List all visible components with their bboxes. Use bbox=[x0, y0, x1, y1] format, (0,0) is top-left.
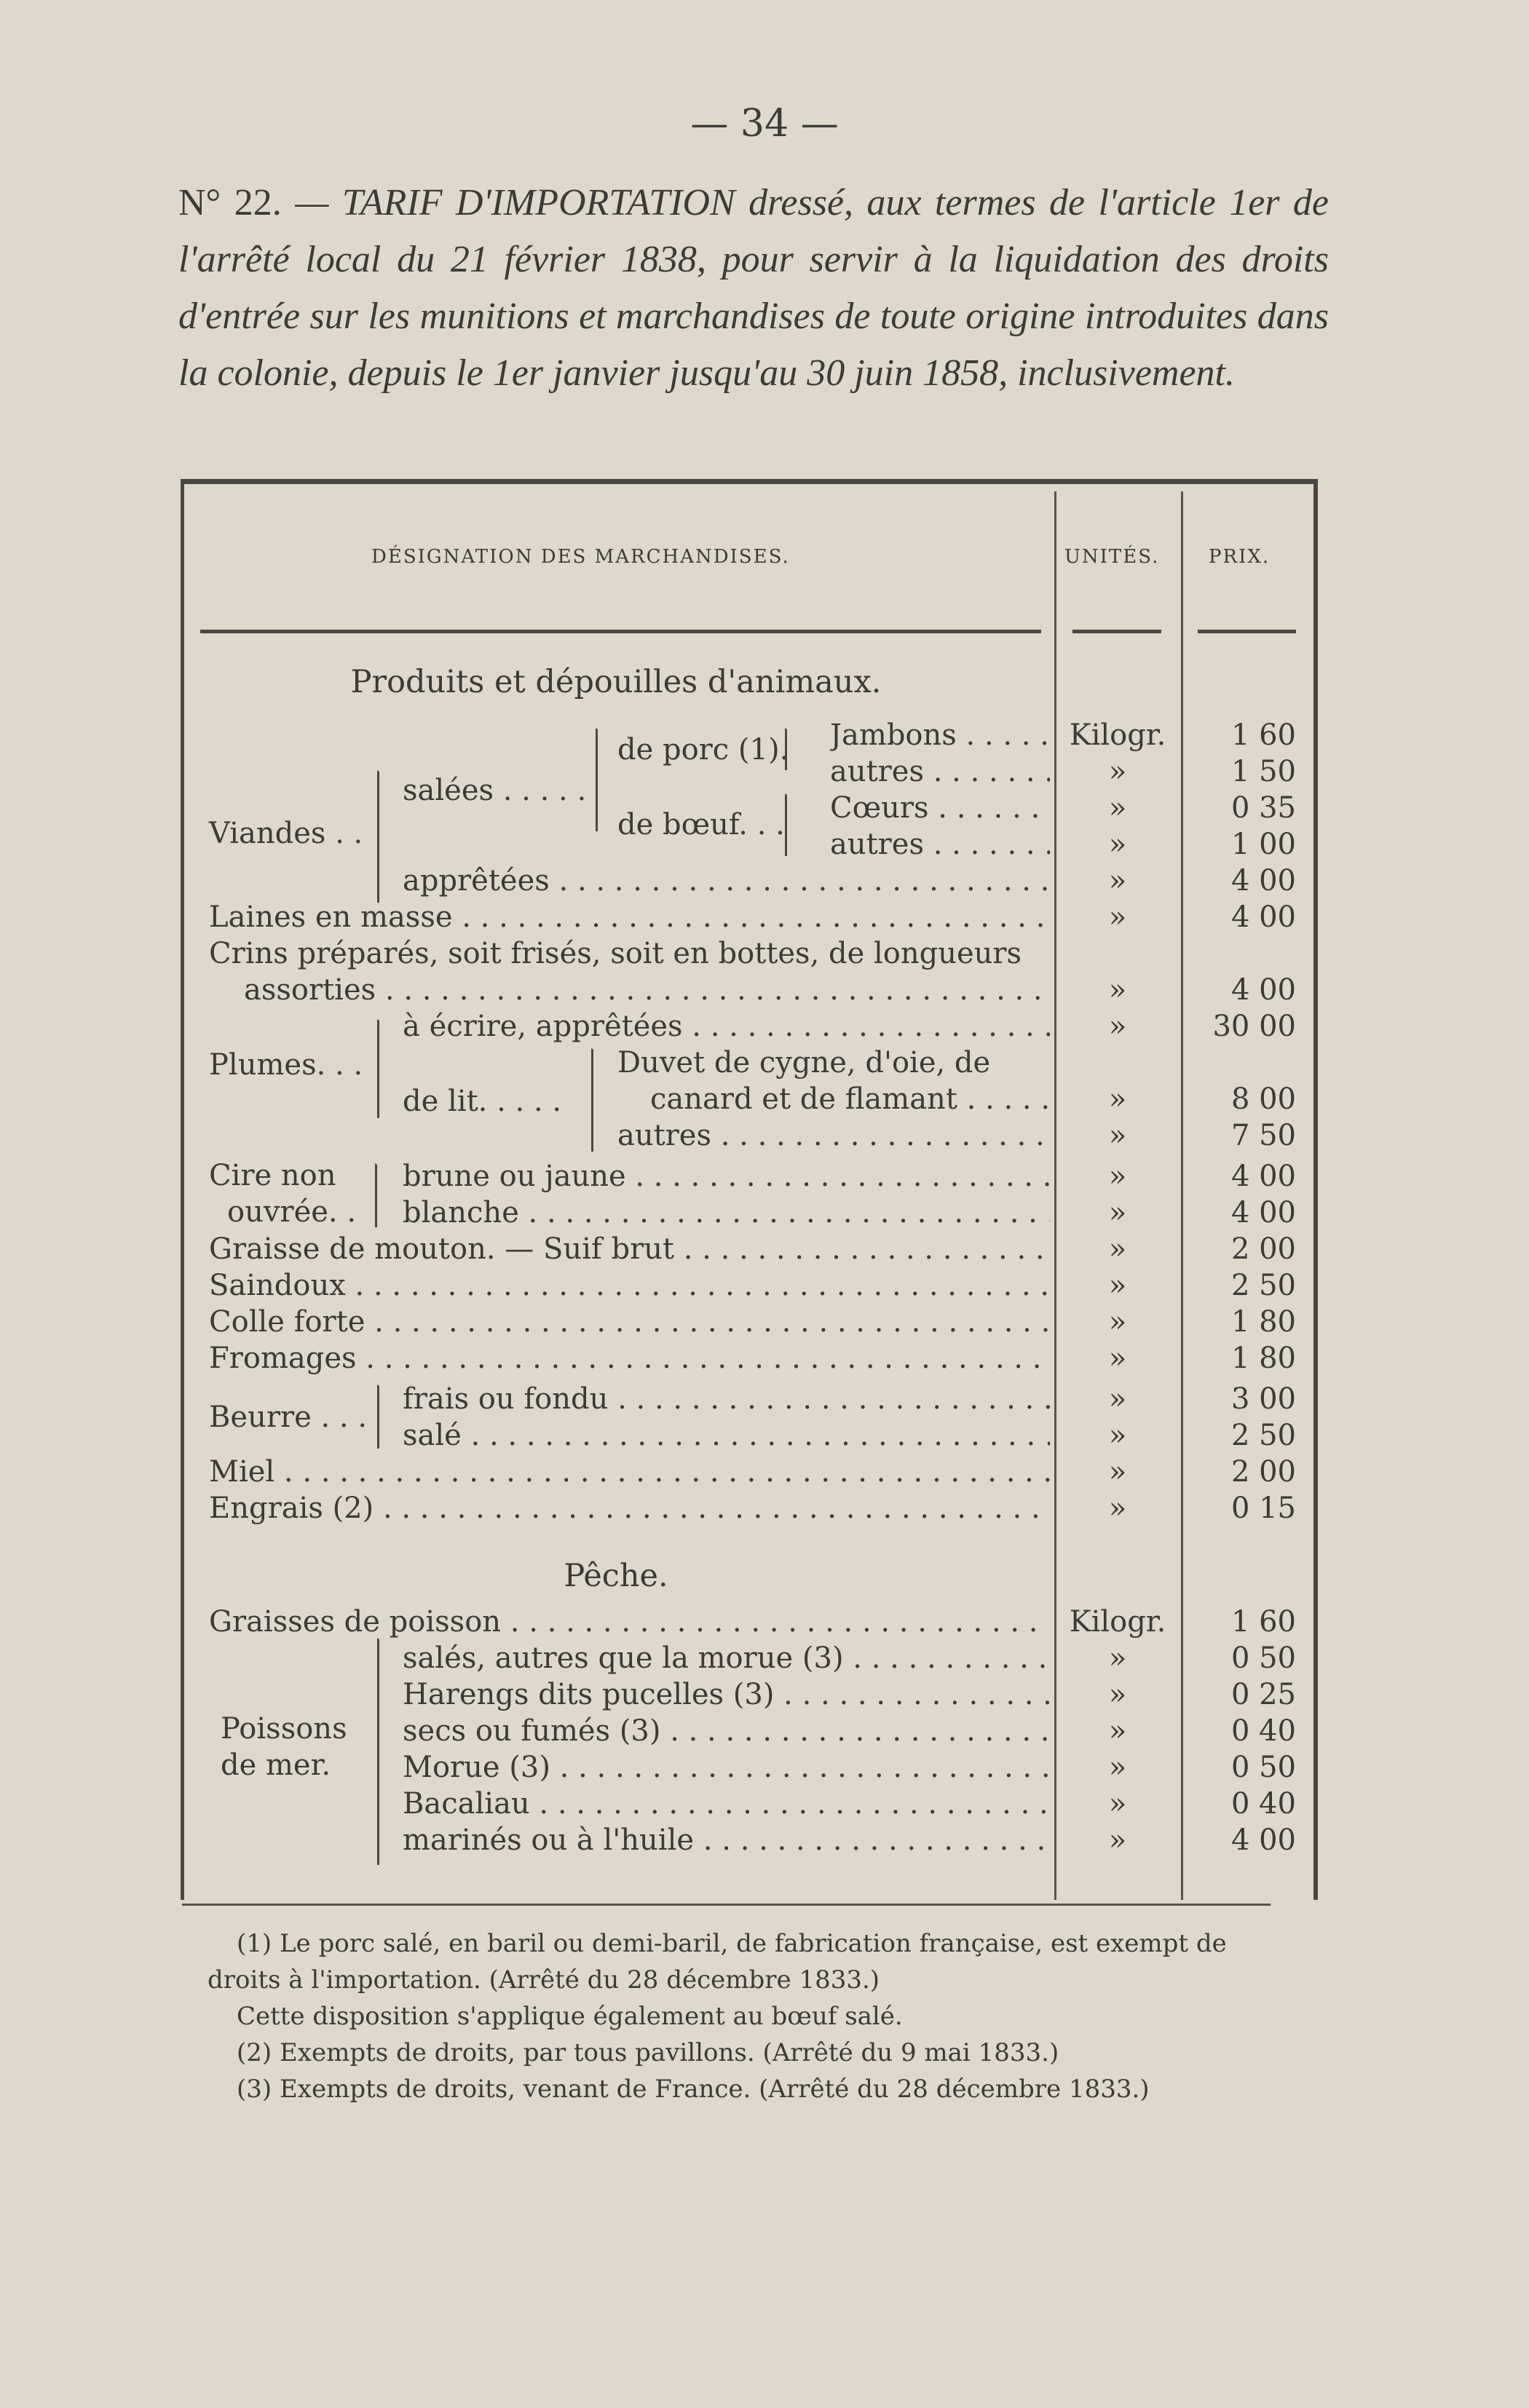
group-label-beurre: Beurre . . . bbox=[209, 1401, 368, 1434]
designation-cell: assorties . . . bbox=[244, 973, 1050, 1007]
designation-cell: autres . . . bbox=[830, 827, 1050, 862]
unit-cell: » bbox=[1108, 1010, 1127, 1043]
unit-cell: » bbox=[1108, 1641, 1127, 1675]
group-label-de-lit: de lit. . . . . bbox=[403, 1085, 562, 1118]
unit-cell: » bbox=[1108, 1305, 1127, 1339]
column-divider-price bbox=[1181, 491, 1183, 1900]
designation-cell: brune ou jaune . . . bbox=[403, 1159, 1050, 1194]
unit-cell: » bbox=[1108, 1492, 1127, 1525]
price-cell: 2 00 bbox=[1230, 1232, 1296, 1266]
column-header-designation: DÉSIGNATION DES MARCHANDISES. bbox=[371, 546, 790, 568]
price-cell: 2 50 bbox=[1230, 1419, 1296, 1452]
group-label-de-porc: de porc (1). bbox=[617, 733, 789, 767]
designation-cell: Miel . . . bbox=[209, 1454, 1050, 1489]
designation-cell: salés, autres que la morue (3) . . . bbox=[403, 1641, 1050, 1676]
table-bottom-rule bbox=[182, 1904, 1271, 1906]
price-cell: 4 00 bbox=[1230, 1823, 1296, 1857]
unit-cell: » bbox=[1108, 791, 1127, 825]
unit-cell: » bbox=[1108, 1160, 1127, 1193]
unit-cell: » bbox=[1108, 1082, 1127, 1116]
designation-cell: apprêtées . . . bbox=[403, 863, 1050, 898]
section-title-animaux: Produits et dépouilles d'animaux. bbox=[350, 664, 882, 700]
designation-cell: salé . . . bbox=[403, 1418, 1050, 1453]
footnote-1-cont: Cette disposition s'applique également au bœuf salé. bbox=[237, 2002, 903, 2031]
price-cell: 4 00 bbox=[1230, 1196, 1296, 1229]
unit-cell: » bbox=[1108, 1714, 1127, 1748]
price-cell: 1 80 bbox=[1230, 1305, 1296, 1339]
designation-cell: autres . . . bbox=[617, 1118, 1050, 1153]
unit-cell: » bbox=[1108, 1269, 1127, 1302]
group-label-poissons: Poissons bbox=[221, 1712, 347, 1746]
designation-cell: Colle forte . . . bbox=[209, 1304, 1050, 1339]
brace-cire bbox=[375, 1163, 384, 1227]
designation-cell: Engrais (2) . . . bbox=[209, 1491, 1050, 1526]
designation-cell: frais ou fondu . . . bbox=[403, 1382, 1050, 1417]
price-cell: 4 00 bbox=[1230, 1160, 1296, 1193]
document-heading bbox=[178, 175, 1329, 402]
designation-cell: blanche . . . bbox=[403, 1195, 1050, 1230]
brace-de-porc bbox=[785, 728, 794, 770]
price-cell: 2 00 bbox=[1230, 1455, 1296, 1489]
unit-cell: » bbox=[1108, 1232, 1127, 1266]
page-number: — 34 — bbox=[690, 102, 839, 146]
unit-cell: » bbox=[1108, 973, 1127, 1007]
header-rule-units bbox=[1072, 630, 1161, 633]
designation-cell: Fromages . . . bbox=[209, 1341, 1050, 1376]
price-cell: 1 50 bbox=[1230, 755, 1296, 788]
designation-cell: Graisse de mouton. — Suif brut . . . bbox=[209, 1232, 1050, 1267]
brace-de-boeuf bbox=[785, 793, 794, 856]
footnotes bbox=[208, 1925, 1278, 2107]
designation-cell: autres . . . bbox=[830, 754, 1050, 789]
unit-cell: » bbox=[1108, 1455, 1127, 1489]
price-cell: 8 00 bbox=[1230, 1082, 1296, 1116]
group-label-de-boeuf: de bœuf. . . bbox=[617, 808, 785, 841]
price-cell: 0 40 bbox=[1230, 1714, 1296, 1748]
designation-cell: Graisses de poisson . . . bbox=[209, 1604, 1050, 1639]
unit-cell: » bbox=[1108, 1678, 1127, 1711]
group-label-ouvree: ouvrée. . bbox=[227, 1195, 357, 1229]
brace-de-lit bbox=[591, 1048, 601, 1152]
designation-cell: marinés ou à l'huile . . . bbox=[403, 1823, 1050, 1858]
designation-cell: secs ou fumés (3) . . . bbox=[403, 1714, 1050, 1748]
unit-cell: » bbox=[1108, 1787, 1127, 1821]
unit-cell: » bbox=[1108, 1419, 1127, 1452]
price-cell: 3 00 bbox=[1230, 1382, 1296, 1416]
designation-cell: Morue (3) . . . bbox=[403, 1750, 1050, 1785]
brace-viandes bbox=[377, 770, 387, 903]
designation-cell: Bacaliau . . . bbox=[403, 1786, 1050, 1821]
price-cell: 0 40 bbox=[1230, 1787, 1296, 1821]
price-cell: 30 00 bbox=[1212, 1010, 1296, 1043]
designation-cell: à écrire, apprêtées . . . bbox=[403, 1009, 1050, 1044]
unit-cell: » bbox=[1108, 900, 1127, 934]
unit-cell: » bbox=[1108, 755, 1127, 788]
unit-cell: » bbox=[1108, 1382, 1127, 1416]
price-cell: 1 00 bbox=[1230, 828, 1296, 861]
heading-text: — TARIF D'IMPORTATION dressé, aux termes de l'article 1er de l'arrêté local du 21 février 1838, pour servir à la liquidation des droits d'entrée sur les munitions et marchandises de toute origine introduites dans la colonie, depuis le 1er janvier jusqu'au 30 juin 1858, inclusivement. bbox=[178, 182, 1330, 394]
designation-cell: Saindoux . . . bbox=[209, 1268, 1050, 1303]
designation-cell: Cœurs . . . bbox=[830, 791, 1050, 825]
designation-cell: Harengs dits pucelles (3) . . . bbox=[403, 1677, 1050, 1712]
column-header-price: PRIX. bbox=[1209, 546, 1271, 568]
group-label-salees: salées . . . . . bbox=[403, 774, 587, 807]
price-cell: 4 00 bbox=[1230, 973, 1296, 1007]
heading-number: N° 22. bbox=[178, 182, 282, 223]
brace-beurre bbox=[377, 1385, 387, 1449]
price-cell: 0 25 bbox=[1230, 1678, 1296, 1711]
price-cell: 0 15 bbox=[1230, 1492, 1296, 1525]
unit-cell: » bbox=[1108, 1196, 1127, 1229]
price-cell: 0 50 bbox=[1230, 1641, 1296, 1675]
price-cell: 4 00 bbox=[1230, 864, 1296, 898]
price-cell: 0 35 bbox=[1230, 791, 1296, 825]
unit-cell: » bbox=[1108, 1823, 1127, 1857]
designation-cell: Laines en masse . . . bbox=[209, 900, 1050, 935]
unit-cell: » bbox=[1108, 1751, 1127, 1784]
group-label-cire: Cire non bbox=[209, 1159, 336, 1192]
price-cell: 2 50 bbox=[1230, 1269, 1296, 1302]
price-cell: 1 80 bbox=[1230, 1342, 1296, 1375]
unit-cell: Kilogr. bbox=[1069, 718, 1166, 752]
designation-cell: Jambons . . . bbox=[830, 718, 1050, 753]
price-cell: 1 60 bbox=[1230, 1605, 1296, 1639]
designation-cell: Crins préparés, soit frisés, soit en bottes, de longueurs bbox=[209, 937, 1022, 970]
price-cell: 1 60 bbox=[1230, 718, 1296, 752]
brace-plumes bbox=[377, 1019, 387, 1118]
group-label-de-mer: de mer. bbox=[221, 1748, 331, 1782]
brace-salees bbox=[596, 728, 605, 831]
header-rule-designation bbox=[200, 630, 1041, 633]
designation-cell: Duvet de cygne, d'oie, de bbox=[617, 1046, 991, 1080]
unit-cell: » bbox=[1108, 1119, 1127, 1152]
footnote-2: (2) Exempts de droits, par tous pavillons. (Arrêté du 9 mai 1833.) bbox=[237, 2038, 1059, 2067]
column-header-units: UNITÉS. bbox=[1064, 546, 1160, 568]
price-cell: 4 00 bbox=[1230, 900, 1296, 934]
group-label-viandes: Viandes . . bbox=[209, 817, 363, 850]
footnote-1: (1) Le porc salé, en baril ou demi-baril, de fabrication française, est exempt de droits à l'importation. (Arrêté du 28 décembre 1833.) bbox=[208, 1929, 1227, 1995]
unit-cell: » bbox=[1108, 828, 1127, 861]
unit-cell: » bbox=[1108, 864, 1127, 898]
price-cell: 7 50 bbox=[1230, 1119, 1296, 1152]
price-cell: 0 50 bbox=[1230, 1751, 1296, 1784]
footnote-3: (3) Exempts de droits, venant de France. (Arrêté du 28 décembre 1833.) bbox=[237, 2075, 1150, 2104]
designation-cell: canard et de flamant . . . bbox=[650, 1082, 1050, 1117]
unit-cell: » bbox=[1108, 1342, 1127, 1375]
group-label-plumes: Plumes. . . bbox=[209, 1048, 363, 1082]
brace-poissons bbox=[377, 1638, 387, 1865]
section-title-peche: Pêche. bbox=[564, 1558, 668, 1594]
header-rule-price bbox=[1198, 630, 1296, 633]
unit-cell: Kilogr. bbox=[1069, 1605, 1166, 1639]
